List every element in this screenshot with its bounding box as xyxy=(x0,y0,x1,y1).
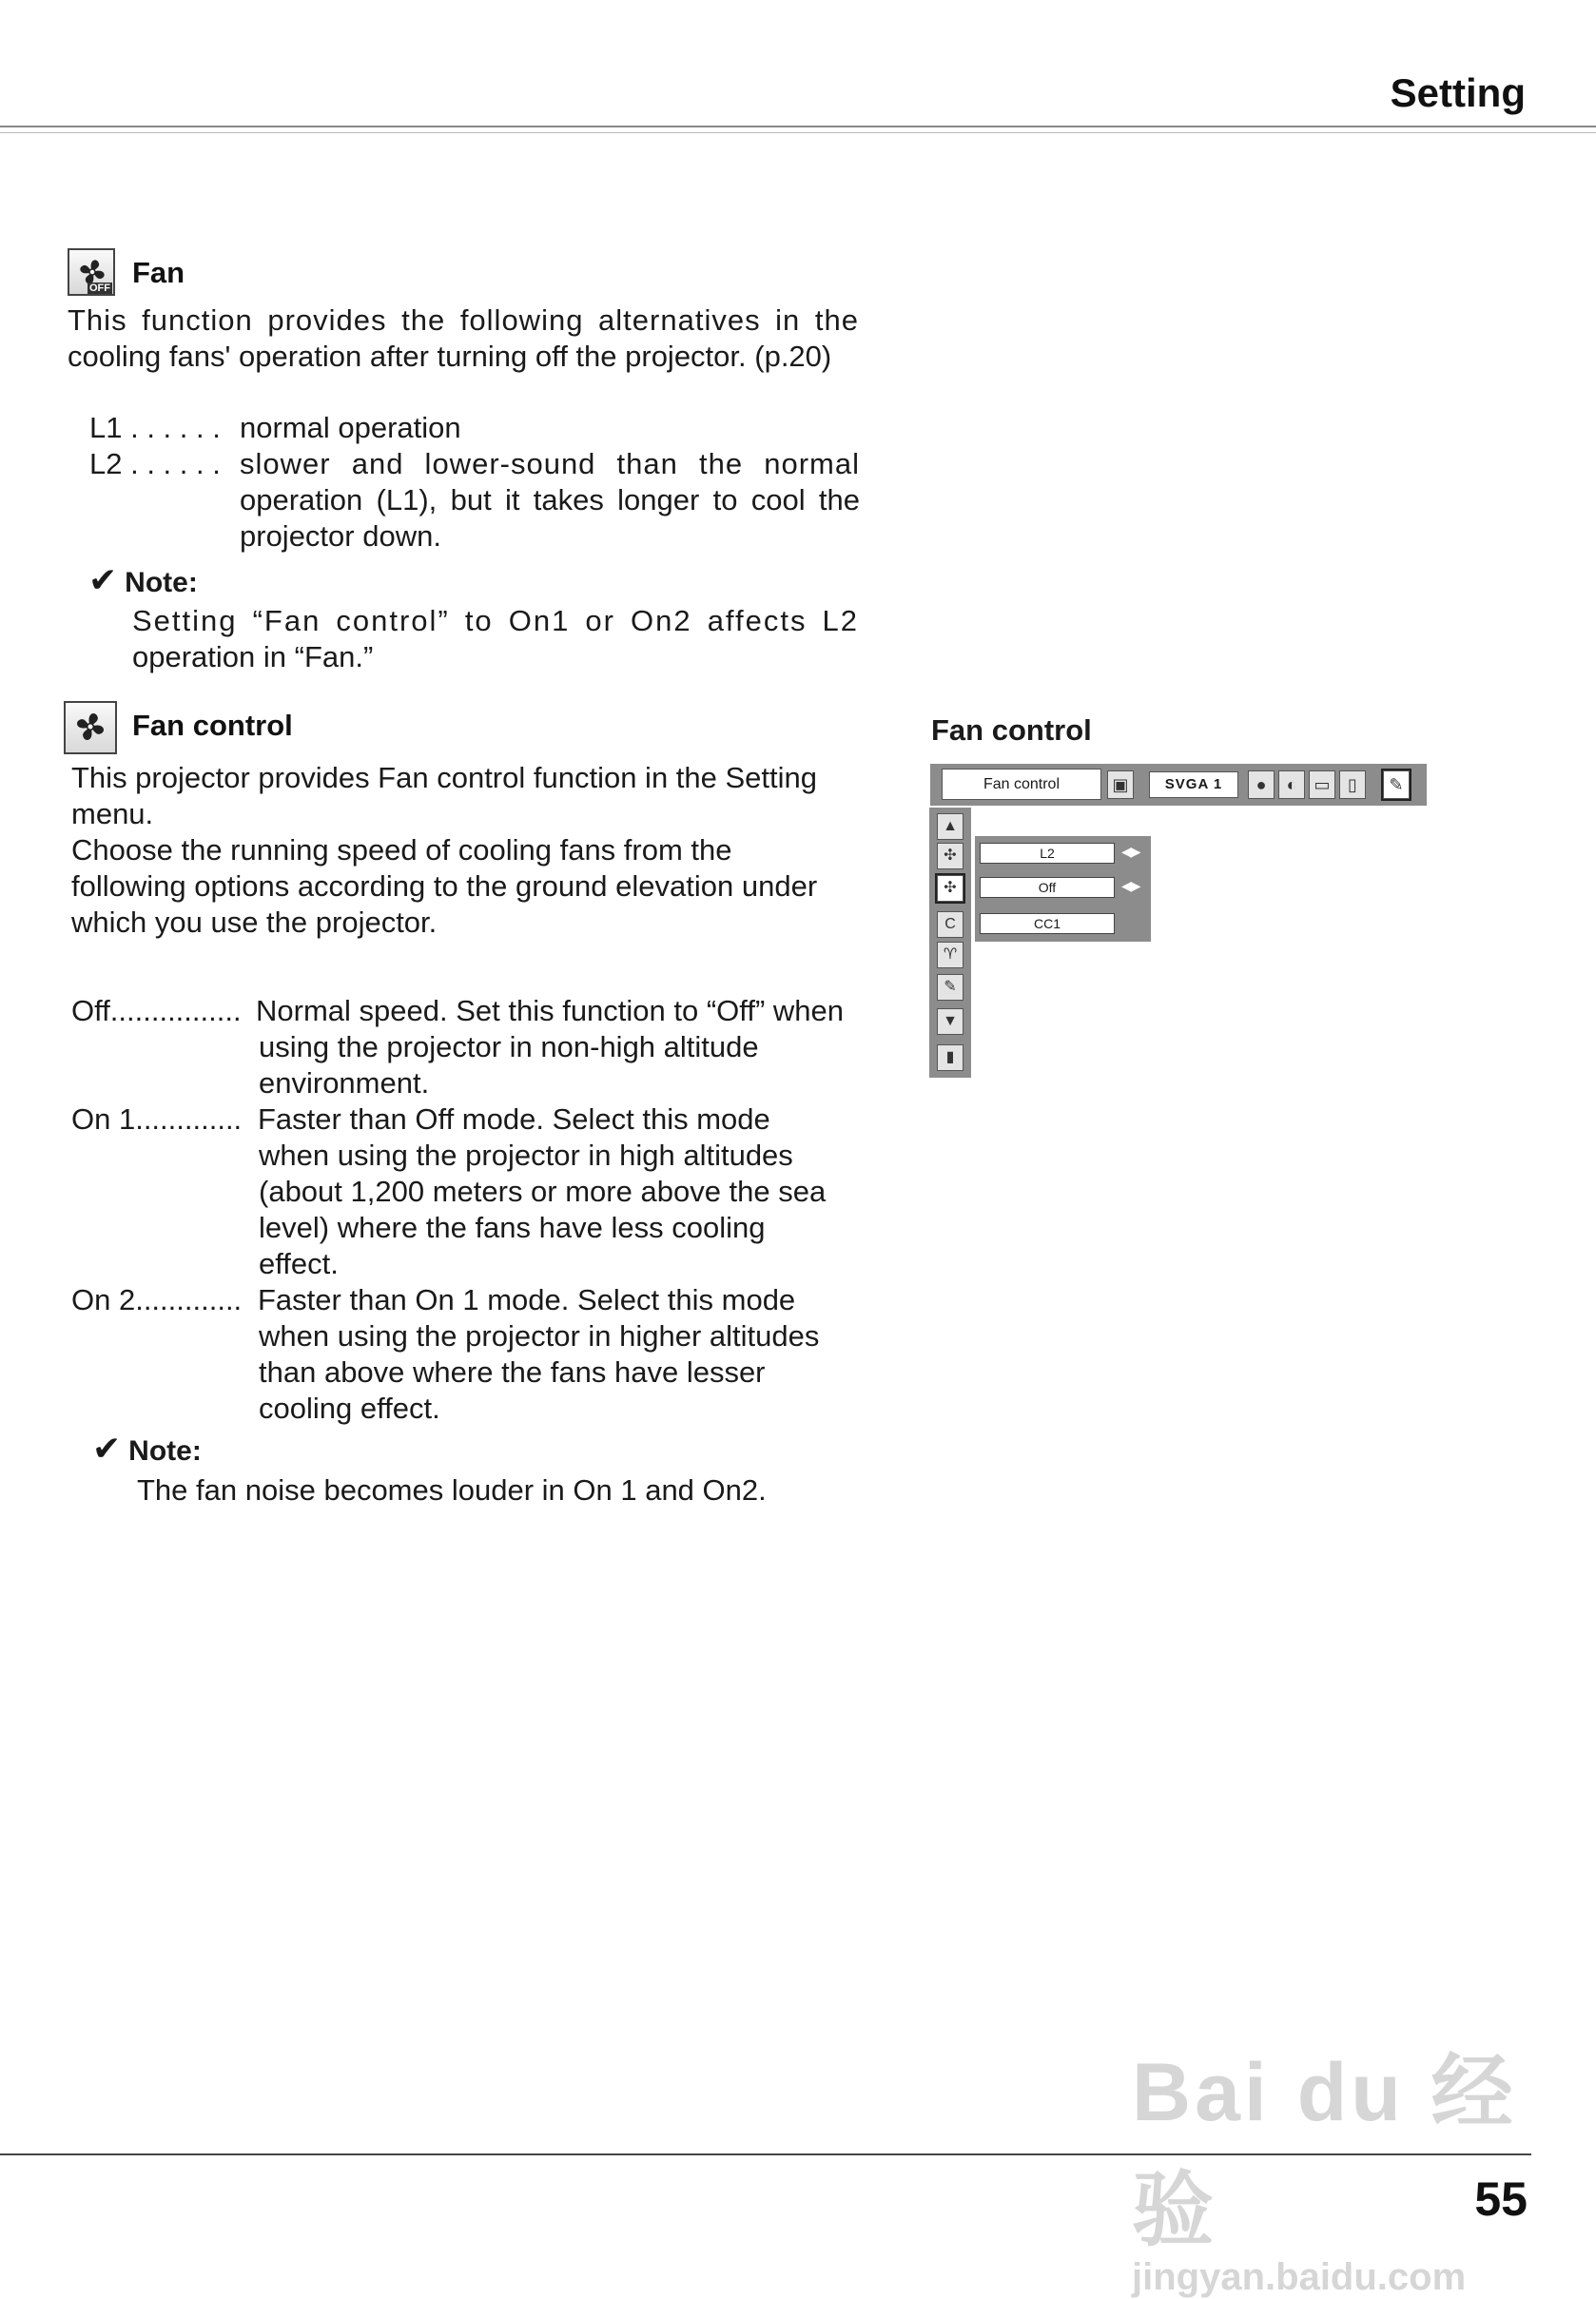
option-desc: normal operation xyxy=(240,411,461,444)
closed-caption-icon: C xyxy=(937,911,963,938)
option-term: L2 . . . . . . xyxy=(89,447,221,480)
option-desc-line: level) where the fans have less cooling xyxy=(259,1211,766,1244)
watermark-url: jingyan.baidu.com xyxy=(1132,2256,1467,2298)
option-term: Off................ xyxy=(71,994,242,1027)
left-right-arrows-icon: ◀▶ xyxy=(1121,878,1140,893)
fan-option-l2 xyxy=(89,446,860,560)
baidu-watermark xyxy=(1132,2026,1596,2299)
fan-control-option-on2 xyxy=(71,1282,870,1434)
header-rule-thin xyxy=(0,132,1596,133)
lamp-icon: ♈ xyxy=(937,942,963,968)
fan-heading: Fan xyxy=(132,256,185,289)
option-desc-line: projector down. xyxy=(240,519,441,553)
option-desc-line: Faster than On 1 mode. Select this mode xyxy=(258,1283,796,1316)
fan-note-title: ✔ Note: xyxy=(88,560,198,599)
intro-line: This projector provides Fan control function in the Setting xyxy=(71,761,818,794)
source-label: SVGA 1 xyxy=(1149,771,1238,798)
option-desc-line: using the projector in non-high altitude xyxy=(259,1030,759,1063)
screen-icon: ▭ xyxy=(1309,770,1335,799)
fan-off-menu-icon: ✣ xyxy=(937,843,963,869)
option-desc-line: effect. xyxy=(259,1247,339,1280)
watermark-brand: Bai du 经验 xyxy=(1132,2047,1517,2256)
image-adjust-icon: ◐ xyxy=(1278,770,1305,799)
fan-control-menu-icon: ✣ xyxy=(937,875,963,902)
setting-icon: ✎ xyxy=(1383,770,1410,799)
fan-intro-line1: This function provides the following alternatives in the xyxy=(68,303,859,337)
check-icon: ✔ xyxy=(92,1429,122,1468)
footer-rule xyxy=(0,2153,1531,2155)
color-icon: ● xyxy=(1248,770,1275,799)
fan-icon xyxy=(70,707,110,747)
fan-note-line2: operation in “Fan.” xyxy=(132,640,374,673)
fan-value-box: L2 xyxy=(980,843,1115,864)
option-desc-line: than above where the fans have lesser xyxy=(259,1355,766,1389)
closed-caption-value-box: CC1 xyxy=(980,913,1115,934)
fan-control-note-title: ✔ Note: xyxy=(92,1429,202,1468)
option-desc-line: Faster than Off mode. Select this mode xyxy=(258,1102,770,1136)
option-desc-line: operation (L1), but it takes longer to cool the xyxy=(240,483,860,516)
header-rule xyxy=(0,126,1596,127)
left-right-arrows-icon: ◀▶ xyxy=(1121,844,1140,859)
menu-title-box: Fan control xyxy=(942,769,1101,800)
fan-intro-line2: cooling fans' operation after turning off the projector. (p.20) xyxy=(68,340,832,373)
option-desc-line: when using the projector in high altitudes xyxy=(259,1139,793,1172)
fan-control-option-off xyxy=(71,993,870,1107)
option-desc-line: (about 1,200 meters or more above the sea xyxy=(259,1175,827,1208)
option-desc-line: environment. xyxy=(259,1066,430,1100)
fan-control-value-box: Off xyxy=(980,877,1115,898)
menu-options-panel xyxy=(975,836,1151,942)
option-desc-line: slower and lower-sound than the normal xyxy=(240,447,860,480)
section-title: Setting xyxy=(1390,70,1526,115)
check-icon: ✔ xyxy=(88,560,118,599)
fan-control-icon-box xyxy=(64,701,117,754)
menu-side-column xyxy=(929,808,971,1078)
fan-control-heading: Fan control xyxy=(132,709,293,742)
intro-line: Choose the running speed of cooling fans from the xyxy=(71,833,732,867)
fan-note-line1: Setting “Fan control” to On1 or On2 affects L2 xyxy=(132,604,859,637)
sound-icon: ▯ xyxy=(1339,770,1366,799)
option-term: L1 . . . . . . xyxy=(89,411,221,444)
exit-icon: ▮ xyxy=(937,1044,963,1071)
scroll-down-icon: ▼ xyxy=(937,1008,963,1035)
intro-line: menu. xyxy=(71,797,154,830)
filter-icon: ✎ xyxy=(937,974,963,1001)
option-desc-line: when using the projector in higher altitudes xyxy=(259,1319,820,1353)
option-term: On 2............. xyxy=(71,1283,243,1316)
fan-control-note-text: The fan noise becomes louder in On 1 and On2. xyxy=(137,1473,767,1507)
fan-option-l1 xyxy=(89,410,860,448)
menu-caption: Fan control xyxy=(931,713,1092,747)
option-term: On 1............. xyxy=(71,1102,243,1136)
option-desc-line: Normal speed. Set this function to “Off” when xyxy=(256,994,845,1027)
fan-off-icon xyxy=(68,248,115,296)
option-desc-line: cooling effect. xyxy=(259,1392,440,1425)
intro-line: which you use the projector. xyxy=(71,906,438,939)
off-tag: OFF xyxy=(89,283,110,294)
page-number: 55 xyxy=(1474,2172,1528,2226)
intro-line: following options according to the ground elevation under xyxy=(71,869,818,903)
scroll-up-icon: ▲ xyxy=(937,813,963,840)
projector-icon: ▣ xyxy=(1107,770,1134,799)
menu-top-bar xyxy=(930,764,1427,806)
fan-control-option-on1 xyxy=(71,1101,870,1292)
